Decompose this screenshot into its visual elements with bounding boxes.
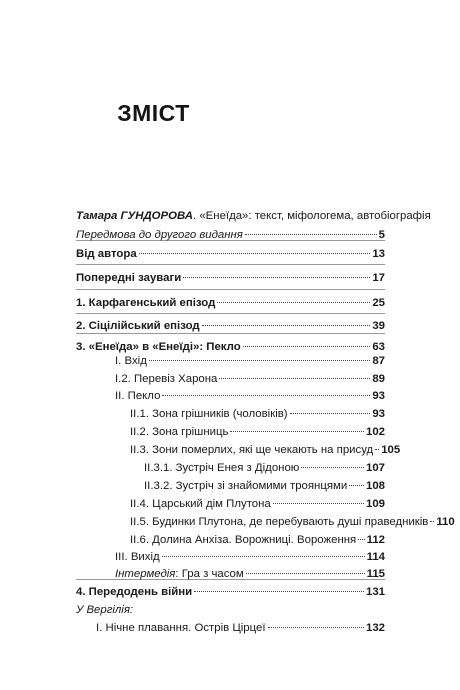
toc-leader-dots (219, 378, 370, 379)
toc-page-number: 25 (372, 297, 385, 309)
toc-entry-label: І. Вхід (115, 355, 147, 367)
toc-page-number: 17 (372, 272, 385, 284)
toc-entry-sitsiliiskyi[interactable] (76, 318, 385, 334)
toc-entry-label: 2. Сіцілійський епізод (76, 320, 200, 332)
section-divider (76, 313, 385, 314)
toc-page-number: 93 (372, 390, 385, 402)
toc-leader-dots (273, 503, 364, 504)
toc-entry-label: ІІ.3.2. Зустріч зі знайомими троянцями (144, 480, 348, 492)
toc-entry-nichne[interactable] (96, 620, 385, 636)
toc-page-number: 107 (365, 462, 385, 474)
section-divider (76, 264, 385, 265)
toc-leader-dots (183, 277, 370, 278)
toc-page-number: 63 (372, 341, 385, 353)
toc-entry-label: 1. Карфагенський епізод (76, 297, 216, 309)
toc-leader-dots (301, 467, 364, 468)
toc-entry-label: 3. «Енеїда» в «Енеїді»: Пекло (76, 341, 241, 353)
toc-entry-author: Тамара ГУНДОРОВА (76, 210, 194, 222)
toc-entry-vykhid[interactable] (115, 549, 385, 565)
toc-entry-label: І.2. Перевіз Харона (115, 373, 218, 385)
toc-entry-label: 4. Передодень війни (76, 586, 193, 598)
toc-page-number: 115 (366, 568, 385, 580)
toc-entry-label: У Вергілія: (76, 604, 134, 616)
toc-entry-label: ІІ. Пекло (115, 390, 161, 402)
toc-page-number: 39 (372, 320, 385, 332)
toc-leader-dots (139, 253, 371, 254)
toc-page-number: 112 (366, 534, 385, 546)
toc-entry-label: Передмова до другого видання (76, 229, 243, 241)
toc-entry-perevis[interactable] (115, 371, 385, 387)
toc-leader-dots (268, 627, 364, 628)
toc-leader-dots (246, 573, 365, 574)
toc-entry-label: ІІ.3.1. Зустріч Енея з Дідоною (144, 462, 300, 474)
toc-page-number: 108 (365, 480, 385, 492)
toc-leader-dots (217, 302, 370, 303)
toc-entry-label: Від автора (76, 248, 137, 260)
toc-page-number: 93 (372, 408, 385, 420)
toc-leader-dots (149, 360, 370, 361)
toc-entry-vid-avtora[interactable] (76, 246, 385, 262)
toc-entry-peredmova[interactable] (76, 227, 385, 243)
section-divider (76, 289, 385, 290)
toc-entry-gundorova[interactable] (76, 208, 431, 224)
toc-entry-label: ІІ.4. Царський дім Плутона (130, 498, 271, 510)
toc-entry-budynky[interactable] (130, 514, 455, 530)
toc-leader-dots (230, 431, 364, 432)
toc-page-number: 13 (372, 248, 385, 260)
toc-entry-u-verhiliia[interactable] (76, 602, 385, 618)
toc-page-number: 132 (365, 622, 385, 634)
toc-leader-dots (375, 449, 379, 450)
toc-entry-dolyna[interactable] (130, 532, 385, 548)
toc-page-number: 105 (381, 444, 401, 456)
toc-entry-tsarskyi-dim[interactable] (130, 496, 385, 512)
toc-leader-dots (162, 395, 370, 396)
page-title: ЗМІСТ (117, 100, 190, 126)
toc-entry-label: ІІІ. Вихід (115, 551, 160, 563)
toc-entry-poperedni[interactable] (76, 270, 385, 286)
toc-page-number: 109 (365, 498, 385, 510)
toc-entry-zustrich-didona[interactable] (144, 460, 385, 476)
toc-entry-vkhid[interactable] (115, 353, 385, 369)
toc-entry-zustrich-troiany[interactable] (144, 478, 385, 494)
toc-page-number: 131 (365, 586, 385, 598)
toc-leader-dots (162, 556, 365, 557)
toc-entry-peklo[interactable] (115, 388, 385, 404)
toc-entry-zona-cholovikiv[interactable] (130, 406, 385, 422)
toc-entry-label: І. Нічне плавання. Острів Цірцеї (96, 622, 266, 634)
toc-page-number: 89 (372, 373, 385, 385)
toc-leader-dots (202, 325, 371, 326)
toc-page-number: 102 (365, 426, 385, 438)
toc-leader-dots (243, 346, 371, 347)
toc-page-number: 114 (366, 551, 385, 563)
toc-page-number: 87 (372, 355, 385, 367)
toc-leader-dots (358, 539, 364, 540)
toc-leader-dots (245, 234, 377, 235)
toc-entry-peredden[interactable] (76, 584, 385, 600)
toc-leader-dots (194, 591, 364, 592)
toc-entry-label: Попередні зауваги (76, 272, 182, 284)
toc-entry-label: ІІ.2. Зона грішниць (130, 426, 229, 438)
toc-page-number: 110 (436, 516, 455, 528)
toc-entry-label: ІІ.3. Зони померлих, які ще чекають на присуд (130, 444, 374, 456)
toc-leader-dots (349, 485, 364, 486)
toc-entry-label: ІІ.5. Будинки Плутона, де перебувають душі праведників (130, 516, 429, 528)
toc-leader-dots (430, 521, 434, 522)
toc-entry-zony-pomerlykh[interactable] (130, 442, 401, 458)
toc-entry-label: Тамара ГУНДОРОВА. «Енеїда»: текст, міфологема, автобіографія (76, 210, 431, 222)
toc-entry-karfahenskyi[interactable] (76, 295, 385, 311)
toc-entry-label: ІІ.1. Зона грішників (чоловіків) (130, 408, 288, 420)
toc-page-number: 5 (378, 229, 385, 241)
toc-entry-intermedia[interactable] (115, 566, 385, 582)
toc-entry-label: ІІ.6. Долина Анхіза. Ворожниці. Вороження (130, 534, 357, 546)
toc-entry-label: Інтермедія: Гра з часом (115, 568, 244, 580)
toc-leader-dots (290, 413, 371, 414)
toc-entry-zona-hrishnyts[interactable] (130, 424, 385, 440)
